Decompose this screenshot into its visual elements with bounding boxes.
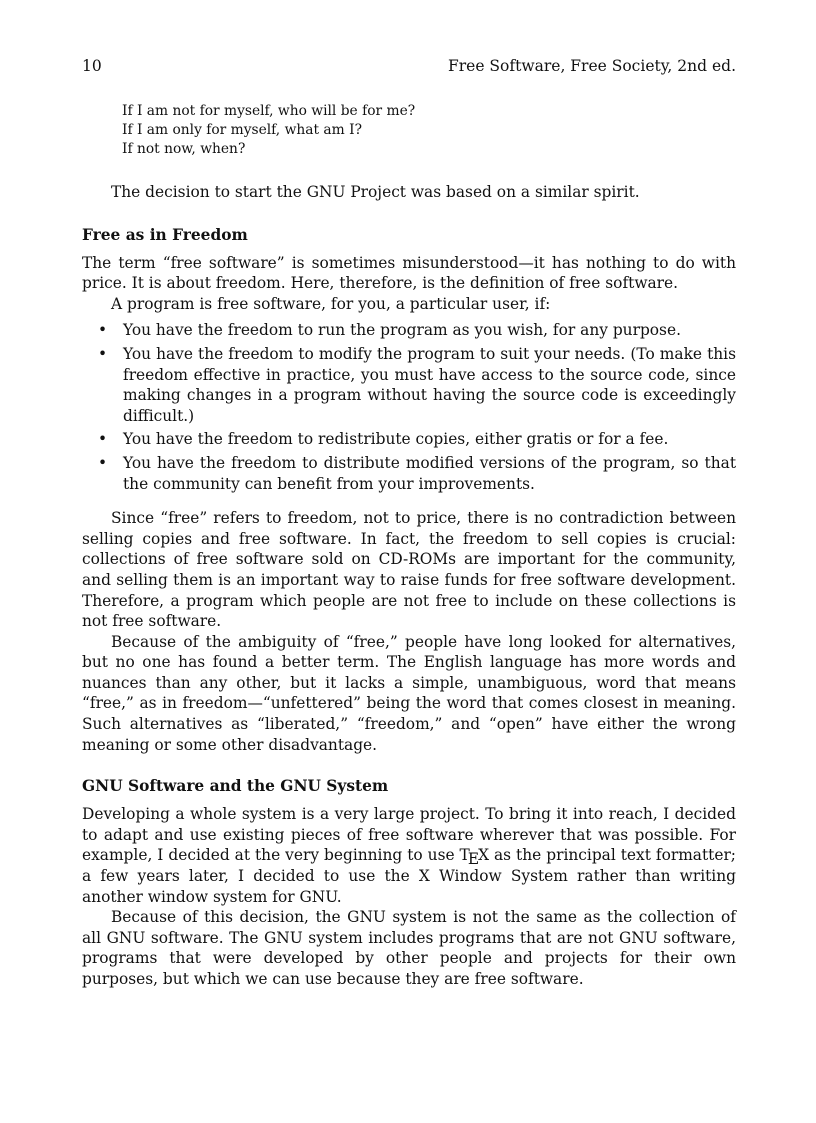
list-item-text: You have the freedom to distribute modified versions of the program, so that the community can benefit from your improvements. — [123, 453, 736, 493]
intro-paragraph: The decision to start the GNU Project was based on a similar spirit. — [111, 183, 640, 201]
list-item — [82, 429, 736, 450]
paragraph-text: Developing a whole system is a very large project. To bring it into reach, I decided to adapt and use existing pieces of free software wherever that was possible. For example, I decided at the very beginning to use — [82, 805, 736, 865]
paragraph-text: as the principal text formatter; a few years later, I decided to use the X Window System rather than writing another window system for GNU. — [82, 846, 736, 906]
section-heading-gnu-software: GNU Software and the GNU System — [82, 777, 389, 796]
document-page — [82, 56, 736, 990]
paragraph: Because of this decision, the GNU system is not the same as the collection of all GNU software. The GNU system includes programs that are not GNU software, programs that were developed by other people and projects for their own purposes, but which we can use because they are free software. — [82, 908, 736, 988]
list-item-text: You have the freedom to run the program as you wish, for any purpose. — [123, 321, 681, 340]
section-heading-free-as-in-freedom: Free as in Freedom — [82, 225, 248, 244]
quote-line: If I am not for myself, who will be for me? — [122, 103, 416, 119]
quote-line: If I am only for myself, what am I? — [122, 122, 362, 138]
bullet-icon: • — [98, 430, 108, 449]
bullet-icon: • — [98, 321, 108, 340]
paragraph: Because of the ambiguity of “free,” people have long looked for alternatives, but no one has found a better term. The English language has more words and nuances than any other, but it lacks a simple, unambiguous, word that means “free,” as in freedom—“unfettered” being the word that comes closest in meaning. Such alternatives as “liberated,” “freedom,” and “open” have either the wrong meaning or some other disadvantage. — [82, 632, 736, 754]
bullet-icon: • — [98, 453, 108, 472]
list-item — [82, 453, 736, 494]
paragraph: Since “free” refers to freedom, not to price, there is no contradiction between selling copies and free software. In fact, the freedom to sell copies is crucial: collections of free software sold on CD-ROMs are important for the community, and selling them is an important way to raise funds for free software development. Therefore, a program which people are not free to include on these collections is not free software. — [82, 509, 736, 631]
paragraph: The term “free software” is sometimes misunderstood—it has nothing to do with price. It is about freedom. Here, therefore, is the definition of free software. — [82, 253, 736, 293]
list-item-text: You have the freedom to modify the program to suit your needs. (To make this freedom effective in practice, you must have access to the source code, since making changes in a program without having the source code is exceedingly difficult.) — [123, 344, 736, 425]
quote-line: If not now, when? — [122, 141, 246, 157]
freedoms-list — [82, 320, 736, 494]
bullet-icon: • — [98, 344, 108, 363]
page-header — [82, 56, 736, 76]
paragraph: A program is free software, for you, a particular user, if: — [111, 294, 551, 313]
list-item — [82, 344, 736, 426]
running-title: Free Software, Free Society, 2nd ed. — [448, 57, 736, 75]
tex-logo: TEX — [459, 846, 490, 869]
list-item-text: You have the freedom to redistribute copies, either gratis or for a fee. — [123, 430, 669, 449]
epigraph-quote — [122, 102, 736, 159]
page-number: 10 — [82, 57, 102, 75]
paragraph — [82, 804, 736, 907]
list-item — [82, 320, 736, 341]
